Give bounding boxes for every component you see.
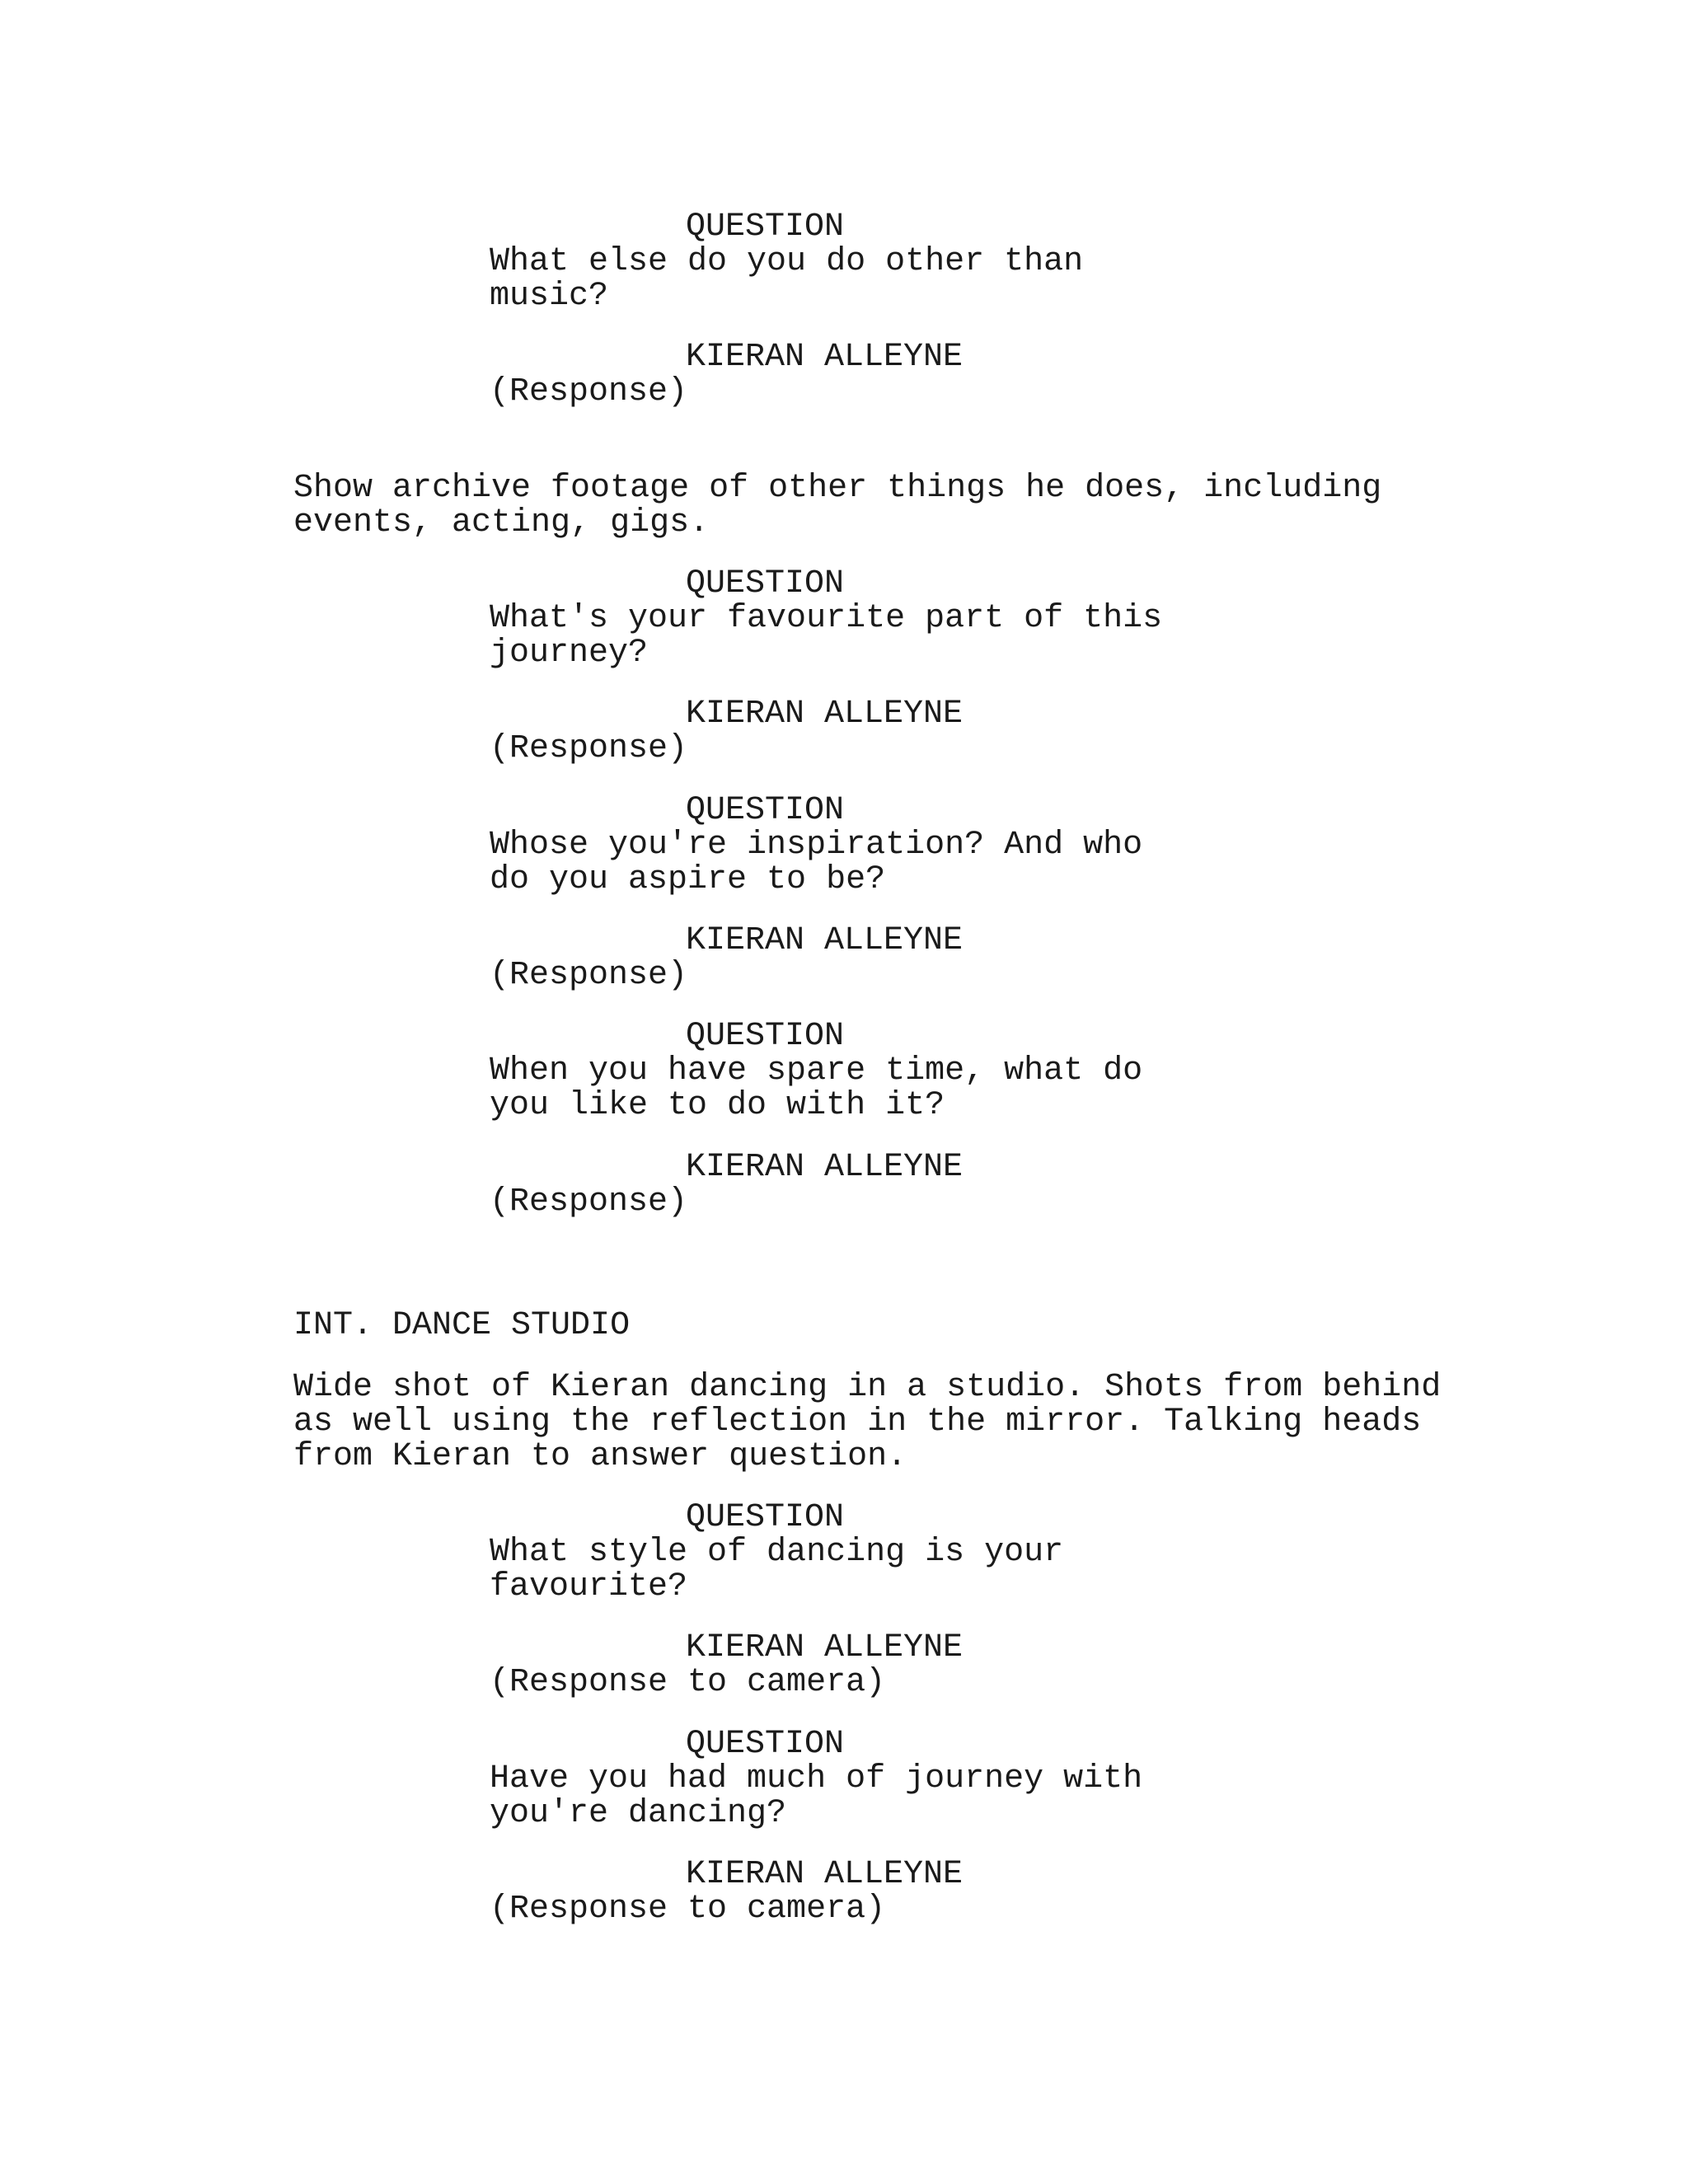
character-cue: QUESTION [686, 792, 845, 829]
action-line: Show archive footage of other things he does, including [293, 470, 1382, 507]
character-cue: KIERAN ALLEYNE [686, 1856, 964, 1893]
dialogue-line: Have you had much of journey with [490, 1760, 1143, 1797]
dialogue-line: (Response) [490, 373, 688, 410]
action-line: Wide shot of Kieran dancing in a studio. Shots from behind [293, 1369, 1442, 1406]
character-cue: QUESTION [686, 565, 845, 602]
character-cue: KIERAN ALLEYNE [686, 1149, 964, 1186]
dialogue-line: (Response) [490, 730, 688, 767]
character-cue: KIERAN ALLEYNE [686, 922, 964, 959]
dialogue-line: music? [490, 278, 609, 315]
character-cue: QUESTION [686, 1499, 845, 1536]
dialogue-line: (Response) [490, 1183, 688, 1221]
dialogue-line: do you aspire to be? [490, 861, 886, 898]
dialogue-line: (Response to camera) [490, 1891, 886, 1928]
dialogue-line: What style of dancing is your [490, 1534, 1064, 1571]
dialogue-line: you like to do with it? [490, 1087, 945, 1124]
character-cue: KIERAN ALLEYNE [686, 1629, 964, 1666]
dialogue-line: (Response to camera) [490, 1664, 886, 1701]
action-line: events, acting, gigs. [293, 504, 710, 541]
dialogue-line: journey? [490, 635, 649, 672]
character-cue: QUESTION [686, 1018, 845, 1055]
scene-heading: INT. DANCE STUDIO [293, 1307, 631, 1344]
dialogue-line: you're dancing? [490, 1795, 787, 1832]
action-line: as well using the reflection in the mirror. Talking heads [293, 1404, 1422, 1441]
action-line: from Kieran to answer question. [293, 1438, 907, 1475]
character-cue: KIERAN ALLEYNE [686, 696, 964, 733]
character-cue: KIERAN ALLEYNE [686, 339, 964, 376]
character-cue: QUESTION [686, 1726, 845, 1763]
dialogue-line: When you have spare time, what do [490, 1052, 1143, 1090]
dialogue-line: What else do you do other than [490, 243, 1084, 280]
character-cue: QUESTION [686, 209, 845, 246]
dialogue-line: Whose you're inspiration? And who [490, 827, 1143, 864]
dialogue-line: favourite? [490, 1568, 688, 1605]
dialogue-line: (Response) [490, 957, 688, 994]
dialogue-line: What's your favourite part of this [490, 600, 1163, 637]
